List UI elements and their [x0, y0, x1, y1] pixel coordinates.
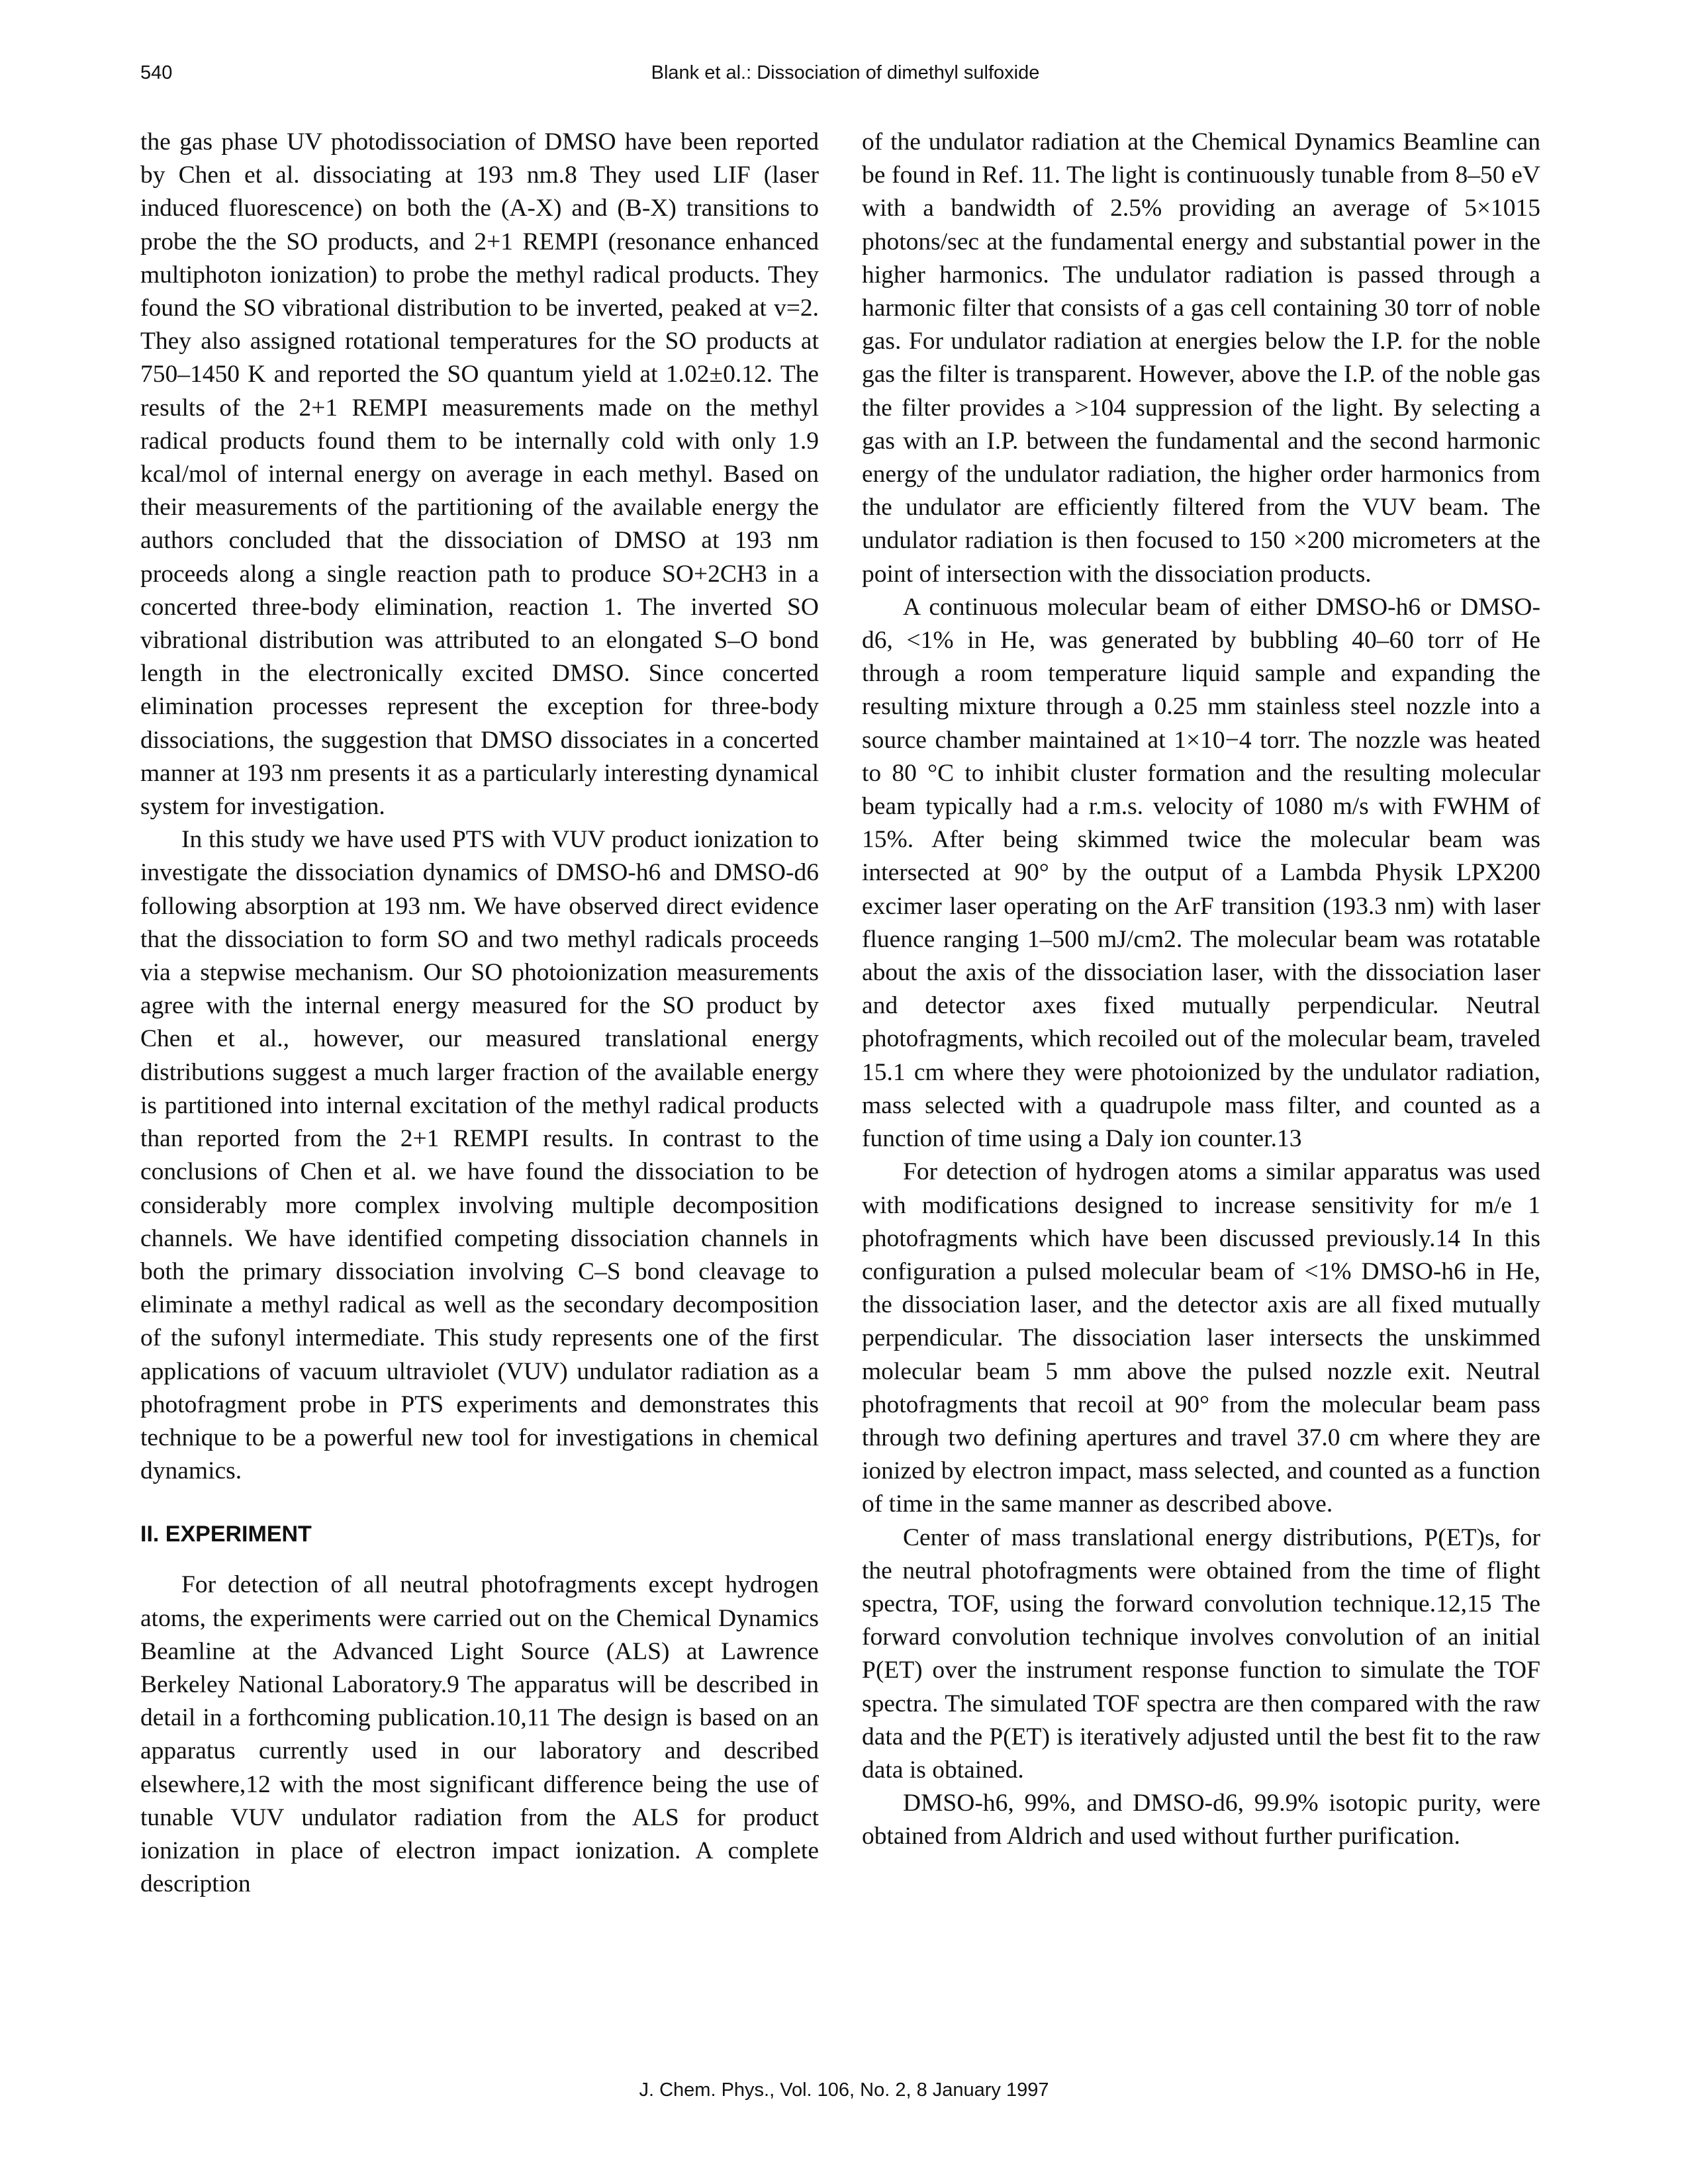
running-title: Blank et al.: Dissociation of dimethyl sulfoxide	[651, 62, 1040, 83]
right-column	[862, 126, 1540, 1854]
running-head	[140, 62, 1550, 89]
journal-footer: J. Chem. Phys., Vol. 106, No. 2, 8 January 1997	[639, 2079, 1049, 2101]
page-number: 540	[140, 62, 173, 83]
paragraph: For detection of hydrogen atoms a similar apparatus was used with modifications designed to increase sensitivity for m/e 1 photofragments which have been discussed previously.14 In this configuration a pulsed molecular beam of <1% DMSO-h6 in He, the dissociation laser, and the detector axis are all fixed mutually perpendicular. The dissociation laser intersects the unskimmed molecular beam 5 mm above the pulsed nozzle exit. Neutral photofragments that recoil at 90° from the molecular beam pass through two defining apertures and travel 37.0 cm where they are ionized by electron impact, mass selected, and counted as a function of time in the same manner as described above.	[862, 1158, 1540, 1518]
left-column	[140, 126, 819, 1901]
paragraph: For detection of all neutral photofragments except hydrogen atoms, the experiments were carried out on the Chemical Dynamics Beamline at the Advanced Light Source (ALS) at Lawrence Berkeley National Laboratory.9 The apparatus will be described in detail in a forthcoming publication.10,11 The design is based on an apparatus currently used in our laboratory and described elsewhere,12 with the most significant difference being the use of tunable VUV undulator radiation from the ALS for product ionization in place of electron impact ionization. A complete description	[140, 1571, 819, 1898]
paragraph: DMSO-h6, 99%, and DMSO-d6, 99.9% isotopic purity, were obtained from Aldrich and used without further purification.	[862, 1790, 1540, 1850]
paragraph: In this study we have used PTS with VUV product ionization to investigate the dissociation dynamics of DMSO-h6 and DMSO-d6 following absorption at 193 nm. We have observed direct evidence that the dissociation to form SO and two methyl radicals proceeds via a stepwise mechanism. Our SO photoionization measurements agree with the internal energy measured for the SO product by Chen et al., however, our measured translational energy distributions suggest a much larger fraction of the available energy is partitioned into internal excitation of the methyl radical products than reported from the 2+1 REMPI results. In contrast to the conclusions of Chen et al. we have found the dissociation to be considerably more complex involving multiple decomposition channels. We have identified competing dissociation channels in both the primary dissociation involving C–S bond cleavage to eliminate a methyl radical as well as the secondary decomposition of the sufonyl intermediate. This study represents one of the first applications of vacuum ultraviolet (VUV) undulator radiation as a photofragment probe in PTS experiments and demonstrates this technique to be a powerful new tool for investigations in chemical dynamics.	[140, 826, 819, 1485]
paragraph: Center of mass translational energy distributions, P(ET)s, for the neutral photofragments were obtained from the time of flight spectra, TOF, using the forward convolution technique.12,15 The forward convolution technique involves convolution of an initial P(ET) over the instrument response function to simulate the TOF spectra. The simulated TOF spectra are then compared with the raw data and the P(ET) is iteratively adjusted until the best fit to the raw data is obtained.	[862, 1524, 1540, 1784]
paragraph: the gas phase UV photodissociation of DMSO have been reported by Chen et al. dissociating at 193 nm.8 They used LIF (laser induced fluorescence) on both the (A-X) and (B-X) transitions to probe the the SO products, and 2+1 REMPI (resonance enhanced multiphoton ionization) to probe the methyl radical products. They found the SO vibrational distribution to be inverted, peaked at v=2. They also assigned rotational temperatures for the SO products at 750–1450 K and reported the SO quantum yield at 1.02±0.12. The results of the 2+1 REMPI measurements made on the methyl radical products found them to be internally cold with only 1.9 kcal/mol of internal energy on average in each methyl. Based on their measurements of the partitioning of the available energy the authors concluded that the dissociation of DMSO at 193 nm proceeds along a single reaction path to produce SO+2CH3 in a concerted three-body elimination, reaction 1. The inverted SO vibrational distribution was attributed to an elongated S–O bond length in the electronically excited DMSO. Since concerted elimination processes represent the exception for three-body dissociations, the suggestion that DMSO dissociates in a concerted manner at 193 nm presents it as a particularly interesting dynamical system for investigation.	[140, 128, 819, 821]
section-heading: II. EXPERIMENT	[140, 1522, 312, 1547]
paragraph: of the undulator radiation at the Chemical Dynamics Beamline can be found in Ref. 11. The light is continuously tunable from 8–50 eV with a bandwidth of 2.5% providing an average of 5×1015 photons/sec at the fundamental energy and substantial power in the higher harmonics. The undulator radiation is passed through a harmonic filter that consists of a gas cell containing 30 torr of noble gas. For undulator radiation at energies below the I.P. for the noble gas the filter is transparent. However, above the I.P. of the noble gas the filter provides a >104 suppression of the light. By selecting a gas with an I.P. between the fundamental and the second harmonic energy of the undulator radiation, the higher order harmonics from the undulator are efficiently filtered from the VUV beam. The undulator radiation is then focused to 150 ×200 micrometers at the point of intersection with the dissociation products.	[862, 128, 1540, 588]
paragraph: A continuous molecular beam of either DMSO-h6 or DMSO-d6, <1% in He, was generated by bubbling 40–60 torr of He through a room temperature liquid sample and expanding the resulting mixture through a 0.25 mm stainless steel nozzle into a source chamber maintained at 1×10−4 torr. The nozzle was heated to 80 °C to inhibit cluster formation and the resulting molecular beam typically had a r.m.s. velocity of 1080 m/s with FWHM of 15%. After being skimmed twice the molecular beam was intersected at 90° by the output of a Lambda Physik LPX200 excimer laser operating on the ArF transition (193.3 nm) with laser fluence ranging 1–500 mJ/cm2. The molecular beam was rotatable about the axis of the dissociation laser, with the dissociation laser and detector axes fixed mutually perpendicular. Neutral photofragments, which recoiled out of the molecular beam, traveled 15.1 cm where they were photoionized by the undulator radiation, mass selected with a quadrupole mass filter, and counted as a function of time using a Daly ion counter.13	[862, 593, 1540, 1153]
